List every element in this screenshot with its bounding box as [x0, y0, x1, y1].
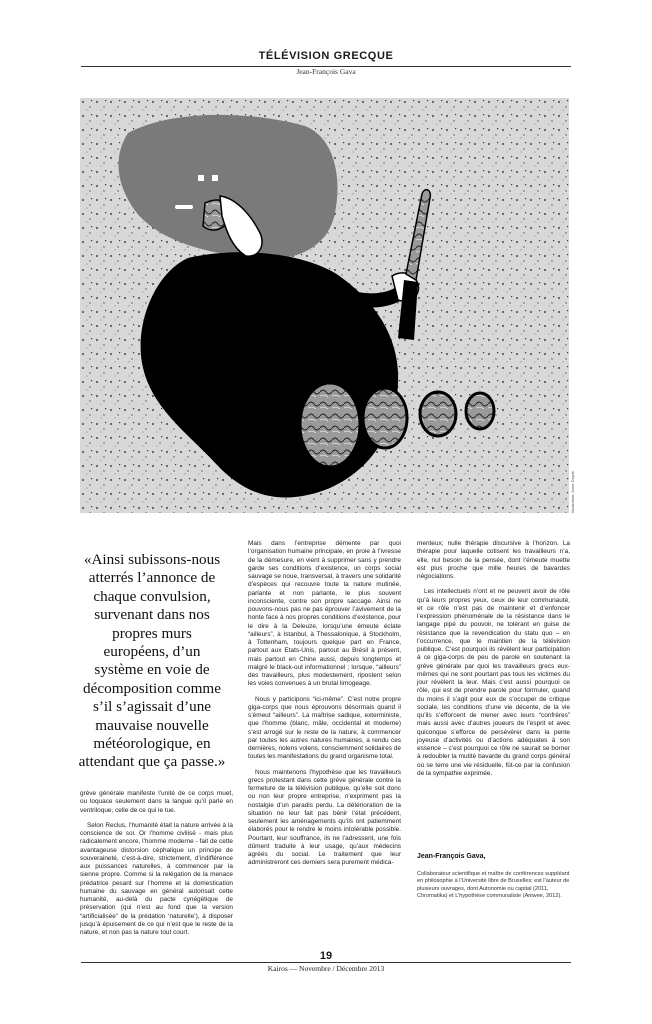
page-number: 19 — [319, 950, 333, 962]
paragraph: menteux; nulle thérapie discursive à l’horizon. La thérapie pour laquelle cotisent les travailleurs n’a, elle, nul besoin de la pensée, dont l’émeute muette est plus proche que mille heures de bavardes négociations. — [417, 540, 570, 580]
paragraph: Nous maintenons l’hypothèse que les travailleurs grecs protestant dans cette grève générale contre la fermeture de la télévision publique, qu’elle soit donc ou non leur propre entreprise, n’expriment pas la nostalgie d’un paradis perdu. La détérioration de la situation ne leur fait pas bénir l’état précédent, seulement les aménagements qu’ils ont patiemment élaborés pour le rendre le moins intolérable possible. Pourtant, leur souffrance, ils ne l’adressent, une fois dûment traduite à leur usage, qu’aux médecins agréés du social. Le traitement que leur administreront ces derniers sera purement médica- — [248, 768, 401, 867]
paragraph: grève générale manifeste l’unité de ce corps muet, ou loquace seulement dans la langue qu’il parle en ventriloque, celle de ce qui le tue. — [80, 790, 233, 814]
running-header — [0, 50, 652, 62]
author-bio-text: Collaborateur scientifique et maître de conférences suppléant en philosophie à l’Université libre de Bruxelles; est l’auteur de plusieurs ouvrages, dont Autonomie ou capital (2011, Chromatika) et L’hypothèse communaliste (Aniwee, 2012). — [417, 871, 570, 900]
article-column-1 — [80, 790, 233, 944]
article-column-2 — [248, 540, 401, 875]
publication-footer: Kairos — Novembre / Décembre 2013 — [267, 964, 385, 973]
paragraph: Les intellectuels n’ont et ne peuvent avoir de rôle qu’à leurs propres yeux, ceux de leur communauté, et ce rôle n’est pas de maintenir et d’enfoncer l’expression phénoménale de la résistance dans le langage pipé du pouvoir, ne tolérant en guise de résistance que la revendication du statu quo – en l’occurrence, que le maintien de la télévision publique. C’est pourquoi ils révèlent leur participation à ce giga-corps de peu de parole en soutenant la grève générale par quoi les travailleurs grecs eux-mêmes qui ne sont pourtant pas tous les victimes du jour révèlent la leur. Mais c’est aussi pourquoi ce rôle, qui est de prendre parole pour formuler, quand du moins il s’agit pour eux de s’occuper de critique sociale, les conditions d’une vie décente, de la vie qu’ils s’efforcent de mener avec leurs “confrères” mais aussi avec d’autres joueurs de l’esprit et avec quiconque s’efforce de persévérer dans la pente joyeuse d’activités ou d’actions adéquates à son essence – c’est pourquoi ce rôle ne saurait se borner à redoubler la mutité bavarde du grand corps général où se terre une vie résiduelle, fût-ce par la confusion de la sympathie exprimée. — [417, 588, 570, 777]
article-illustration — [80, 98, 569, 513]
illustration-artwork — [80, 98, 569, 513]
paragraph: Selon Reclus, l’humanité était la nature arrivée à la conscience de soi. Or l’homme civilisé - mais plus radicalement encore, l’homme moderne - fait de cette avantageuse distorsion céphalique un principe de souveraineté, c’est-à-dire, strictement, d’indifférence aux puissances naturelles, à commencer par la sienne propre. Comme si la relégation de la menace prédatrice pesant sur l’homme et la domestication humaine du sauvage en général autorisait cette humanité, au-delà du pacte cynégétique de préservation (qui n’est au fond que la version “artificialisée” de la prédation ‘naturelle’), à disposer jusqu’à épuisement de ce qui n’est que le reste de la nature, et non pas la nature tout court. — [80, 821, 233, 936]
section-title: TÉLÉVISION GRECQUE — [258, 50, 394, 62]
pull-quote: «Ainsi subissons-nous atterrés l’annonce de chaque convulsion, survenant dans nos propres murs européens, d’un système en voie de décomposition comme s’il s’agissait d’une mauvaise nouvelle météorologique, en attendant que ça passe.» — [78, 551, 226, 771]
header-author: Jean-François Gava — [296, 67, 356, 76]
paragraph: Nous y participons “ici-même”. C’est notre propre giga-corps que nous éprouvons désormais quand il s’émeut “ailleurs”. La maîtrise sadique, exterministe, que l’homme (blanc, mâle, occidental et moderne) s’est arrogé sur le reste de la nature, à commencer par toutes les autres natures humaines, a rendu ces dernières, nolens volens, consciemment solidaires de toutes les manifestations du grand organisme total. — [248, 695, 401, 761]
footer-divider — [81, 962, 571, 963]
paragraph: Mais dans l’entreprise démente par quoi l’organisation humaine principale, en proie à l’ivresse de la démesure, en vient à supprimer sans y prendre garde ses conditions d’existence, un corps social sauvage se noue, transversal, à travers une solidarité d’espèces qui recouvre toute la nature mutinée, parlante et non parlante, le plus souvent inconsciente, contre son propre saccage. Ainsi ne pouvons-nous pas ne pas éprouver l’avivement de la honte face à nos propres conditions d’existence, pour le dire à la Deleuze, lorsqu’une émeute éclate “ailleurs”, à Istanbul, à Thessalonique, à Stockholm, à Tottenham, toujours quelque part en France, partout aux Etats-Unis, partout au Brésil à présent, mais partout en Chine aussi, depuis longtemps et malgré le black-out informationnel ; lorsque, “ailleurs” des travailleurs, plus modestement, ripostent selon les voies convenues à un brutal limogeage. — [248, 540, 401, 688]
article-column-3 — [417, 540, 570, 785]
illustration-credit: Illustration: Anne Dejoie — [570, 470, 575, 513]
author-bio-name: Jean-François Gava, — [417, 853, 486, 860]
